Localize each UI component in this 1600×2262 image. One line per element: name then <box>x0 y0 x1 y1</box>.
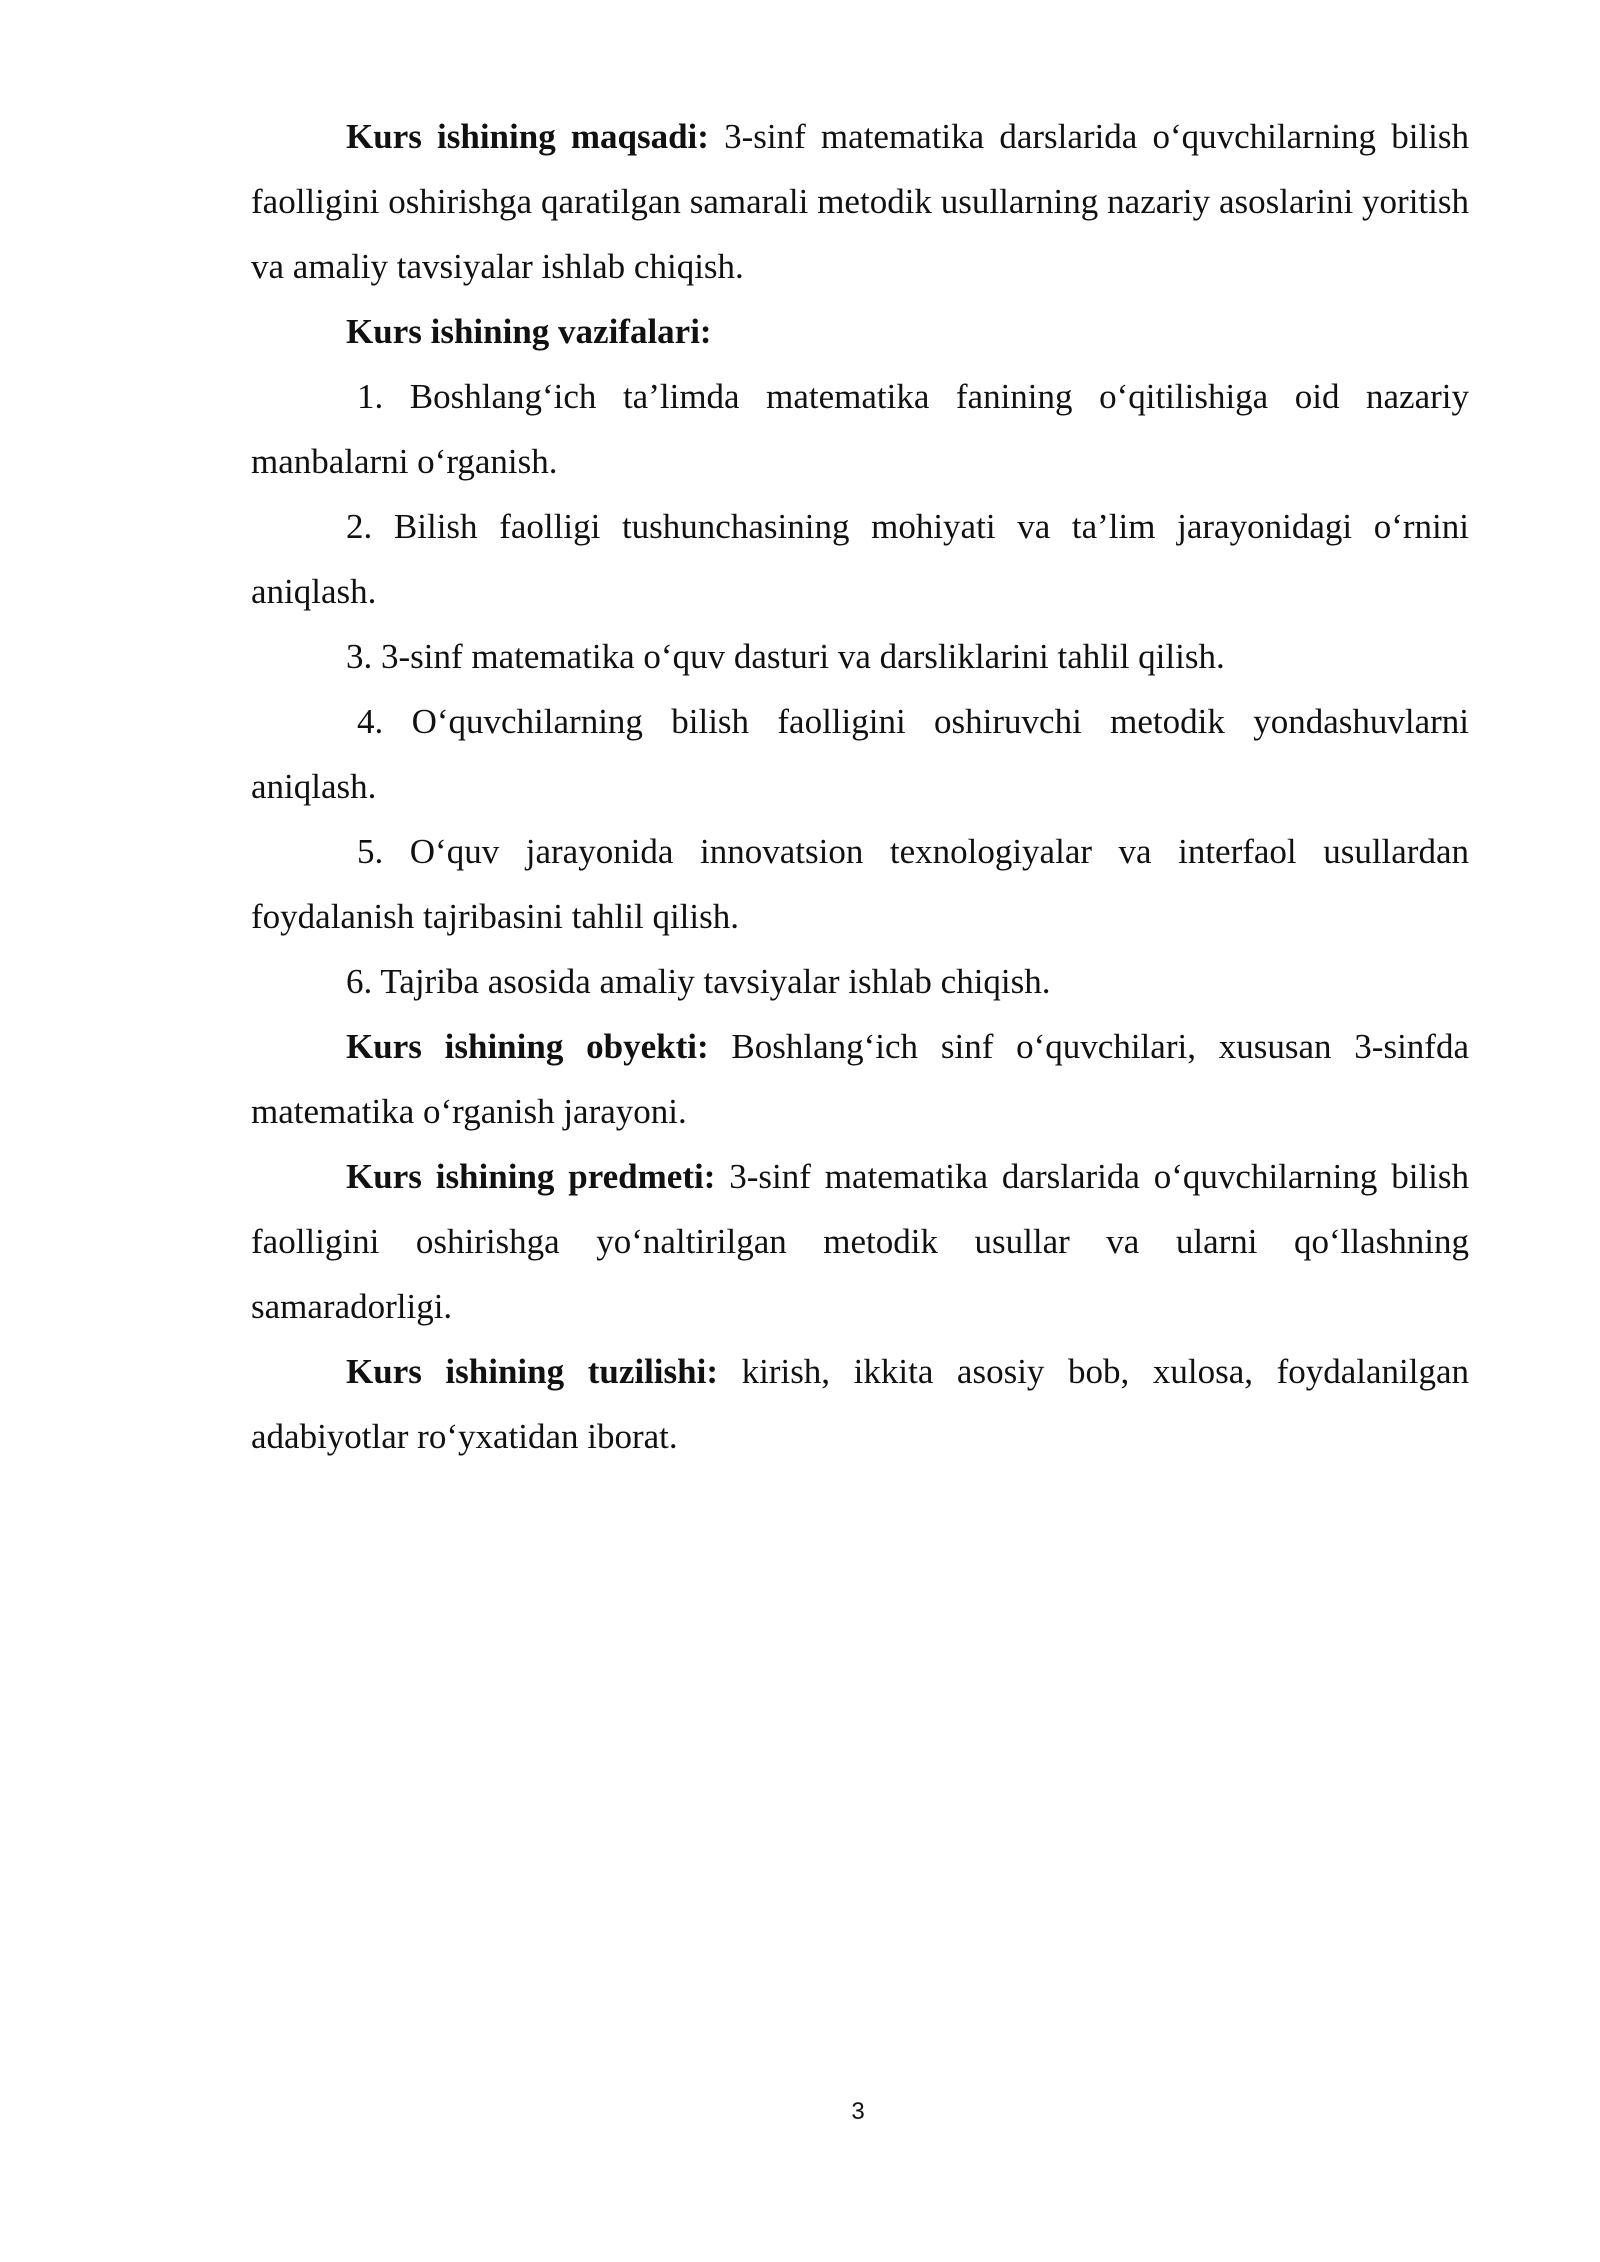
task-item-1: 1. Boshlang‘ich ta’limda matematika fanining o‘qitilishiga oid nazariy manbalarni o‘rganish. <box>251 377 1469 481</box>
goal-text: 3-sinf matematika darslarida o‘quvchilarning bilish faolligini oshirishga qaratilgan samarali metodik usullarning nazariy asoslarini yoritish va amaliy tavsiyalar ishlab chiqish. <box>251 117 1469 286</box>
tasks-heading-label: Kurs ishining vazifalari: <box>346 312 712 351</box>
structure-label: Kurs ishining tuzilishi: <box>346 1352 718 1391</box>
tasks-heading <box>251 299 1469 364</box>
task-item-6: 6. Tajriba asosida amaliy tavsiyalar ishlab chiqish. <box>346 962 1051 1001</box>
structure-text: kirish, ikkita asosiy bob, xulosa, foydalanilgan adabiyotlar ro‘yxatidan iborat. <box>251 1352 1469 1456</box>
task-item-3: 3. 3-sinf matematika o‘quv dasturi va darsliklarini tahlil qilish. <box>346 637 1225 676</box>
page-body <box>251 104 1469 1469</box>
object-label: Kurs ishining obyekti: <box>346 1027 709 1066</box>
page-number: 3 <box>851 2098 865 2125</box>
task-item-4: 4. O‘quvchilarning bilish faolligini oshiruvchi metodik yondashuvlarni aniqlash. <box>251 702 1469 806</box>
object-paragraph <box>251 1014 1469 1144</box>
subject-paragraph <box>251 1144 1469 1339</box>
task-item-2: 2. Bilish faolligi tushunchasining mohiyati va ta’lim jarayonidagi o‘rnini aniqlash. <box>251 507 1469 611</box>
object-text: Boshlang‘ich sinf o‘quvchilari, xususan 3-sinfda matematika o‘rganish jarayoni. <box>251 1027 1469 1131</box>
subject-label: Kurs ishining predmeti: <box>346 1157 716 1196</box>
task-item-5: 5. O‘quv jarayonida innovatsion texnologiyalar va interfaol usullardan foydalanish tajribasini tahlil qilish. <box>251 832 1469 936</box>
structure-paragraph <box>251 1339 1469 1469</box>
goal-paragraph <box>251 104 1469 299</box>
subject-text: 3-sinf matematika darslarida o‘quvchilarning bilish faolligini oshirishga yo‘naltirilgan metodik usullar va ularni qo‘llashning samaradorligi. <box>251 1157 1469 1326</box>
goal-label: Kurs ishining maqsadi: <box>346 117 709 156</box>
